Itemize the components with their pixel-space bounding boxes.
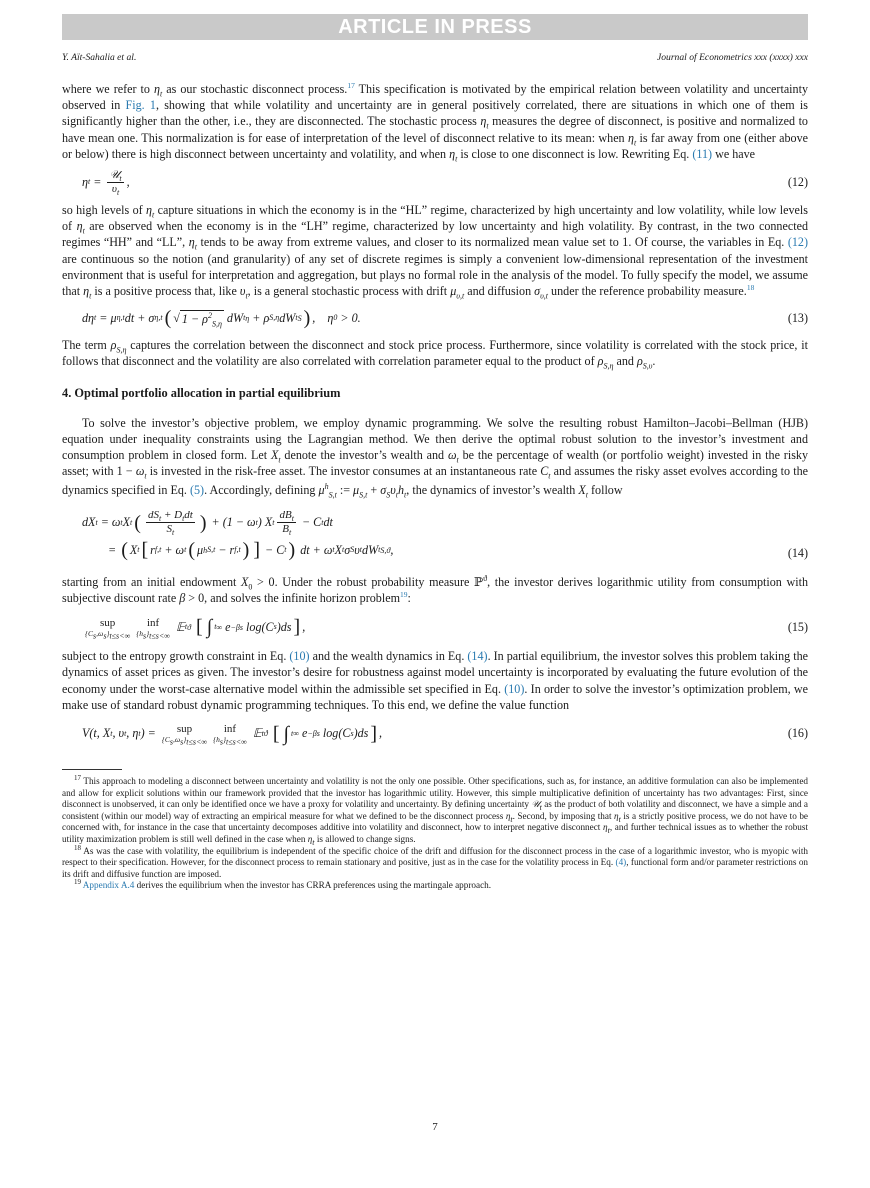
footnote-mark: 18	[74, 843, 81, 852]
footnote-ref-18[interactable]: 18	[746, 283, 755, 292]
eq-link[interactable]: (5)	[189, 483, 205, 498]
page-number: 7	[432, 1121, 438, 1133]
eq-link[interactable]: (4)	[615, 857, 627, 868]
paragraph-correlation: The term $\rho_{S,\eta}$ captures the correlation between the disconnect and stock price process. Furthermore, since volatility is correlated with the stock price, it follows that disconnect and the volatility are also correlated with correlation parameter equal to the product of $\rho_{S,\eta}$ and $\rho_{S,\upsilon}$.	[62, 338, 809, 371]
paragraph-regimes: so high levels of $\eta_t$ capture situations in which the economy is in the “HL” regime, characterized by high uncertainty and low volatility, while low levels of $\eta_t$ are observed when the economy is in the “LH” regime, characterized by low uncertainty and high volatility. By contrast, in the two connected regimes “HH” and “LL”, $\eta_t$ tends to be away from extreme values, and closer to its normalized mean value set to 1. Of course, the variables in Eq. (12) are continuous so the notion (and granularity) of any set of discrete regimes is simply a convenient low-dimensional representation of the investment environment that is useful for interpretation and aggregation, but plays no formal role in the analysis of the model. To fully specify the model, we assume that $\eta_t$ is a positive process that, like $\upsilon_t$, is a general stochastic process with drift $\mu_{\upsilon,t}$ and diffusion $\sigma_{\upsilon,t}$ under the reference probability measure.$^{18}$	[62, 203, 808, 301]
running-head	[62, 52, 808, 63]
equation-15: sup $\{C_s,\omega_s\}_{t\le s<\infty}$ inf $\{h_s\}_{t\le s<\infty}$ 𝔼 t ϑ [ ∫ t ∞ e −βs log(C s )ds ] , (15)	[62, 606, 808, 648]
paragraph-utility: starting from an initial endowment $X_0 > 0$. Under the robust probability measure ℙ$^ϑ$, the investor derives logarithmic utility from consumption with subjective discount rate β > 0, and solves the infinite horizon problem$^{19}$:	[62, 573, 808, 605]
footnote-mark: 19	[74, 878, 81, 887]
equation-number: (12)	[787, 174, 808, 189]
section-heading: 4. Optimal portfolio allocation in partial equilibrium	[62, 385, 341, 400]
eq-link[interactable]: (10)	[504, 681, 525, 696]
footnote-ref-19[interactable]: 19	[399, 589, 408, 599]
equation-number: (13)	[787, 310, 808, 325]
paragraph-hjb: To solve the investor’s objective problem, we employ dynamic programming. We solve the resulting robust Hamilton–Jacobi–Bellman (HJB) equation under inequality constraints using the Lagrangian method. We then derive the optimal robust solution to the investor’s investment and consumption problem in closed form. Let $X_t$ denote the investor’s wealth and $\omega_t$ be the percentage of wealth (or portfolio weight) invested in the risky asset; with $1 - \omega_t$ is invested in the risk-free asset. The investor consumes at an instantaneous rate $C_t$ and assumes the risky asset evolves according to the dynamics specified in Eq. (5). Accordingly, defining $\mu^h_{S,t}$ := $\mu_{S,t} + \sigma_S\upsilon_th_t$, the dynamics of investor’s wealth $X_t$ follow	[62, 415, 808, 500]
eq-link[interactable]: (14)	[467, 649, 488, 664]
footnote-18: $^{18}$ As was the case with volatility, the equilibrium is independent of the specific choice of the drift and diffusion for the disconnect process in the case of a logarithmic investor, who is myopic with respect to their specification. However, for the disconnect process to remain stationary and positive, just as in the case for the volatility process in Eq. (4), functional form and/or parameter restrictions on its drift and diffusive function are imposed.	[62, 843, 809, 879]
equation-13: dη t = μ η,t dt + σ η,t ( √ $1 - \rho^2_{S,\eta}$ dW t η + ρ S,η dW t S ) , η 0 > 0. (13)	[62, 299, 808, 337]
running-head-journal: Journal of Econometrics xxx (xxxx) xxx	[656, 52, 808, 63]
article-body	[62, 81, 808, 892]
footnote-mark: 17	[74, 773, 81, 782]
equation-12: η t = $\frac{𝒰_t}{\upsilon_t}$ , (12)	[62, 162, 808, 202]
footnote-separator	[62, 769, 122, 770]
banner-text: ARTICLE IN PRESS	[338, 15, 532, 38]
eq-link[interactable]: (11)	[692, 146, 713, 161]
eq-link[interactable]: (12)	[787, 235, 808, 250]
figure-link[interactable]: Fig. 1	[125, 98, 156, 113]
footnote-17: $^{17}$ This approach to modeling a disconnect between uncertainty and volatility is not the only one possible. Other specifications, such as, for instance, an additive formulation can also be implemented and allow for explicit solutions within our framework provided that the investor has logarithmic utility. However, this simple multiplicative definition of uncertainty has two advantages: First, since disconnect is unobserved, it can only be identified once we have a proxy for volatility and uncertainty. By defining uncertainty 𝒰$_t$ as the product of both volatility and disconnect, we have a simple and a consistent (within our model) way of extracting an empirical measure for what we defined to be the disconnect process $\eta_t$. Second, by imposing that $\eta_t$ is a strictly positive process, we do not have to be concerned with, for instance in the case that uncertainty decomposes additive into volatility and disconnect, how to interpret negative disconnect $\eta_t$, and further technical issues as to whether the robust utility maximization problem is still well defined in the case when $\eta_t$ is allowed to change signs.	[62, 773, 809, 847]
appendix-link[interactable]: Appendix A.4	[82, 880, 135, 891]
footnote-19: $^{19}$ Appendix A.4 derives the equilibrium when the investor has CRRA preferences using the martingale approach.	[74, 878, 492, 891]
equation-number: (16)	[787, 726, 808, 741]
paragraph-entropy: subject to the entropy growth constraint in Eq. (10) and the wealth dynamics in Eq. (14). In partial equilibrium, the investor solves this problem taking the dynamics of asset prices as given. The investor’s desire for robustness against model uncertainty is incorporated by evaluating the future evolution of the economy under the worst-case alternative model within the admissible set specified in Eq. (10). In order to solve the investor’s optimization problem, we make use of standard robust dynamic programming techniques. To this end, we define the value function	[62, 649, 808, 712]
equation-number: (14)	[787, 545, 808, 560]
equation-14: dX t = ω t X t ( $\frac{dS_t + D_tdt}{S_t}$ ) + (1 − ω t ) X t $\frac{dB_t}{B_t}$ − C t dt = ( X t [ r f,t + ω t ( μ h S,t − r f,t ) ] − C t ) dt + ω t X t σ S υ t dW t S,ϑ , (14)	[62, 499, 808, 571]
footnote-ref-17[interactable]: 17	[347, 80, 355, 90]
paragraph-disconnect-process: where we refer to $\eta_t$ as our stochastic disconnect process.$^{17}$ This specification is motivated by the empirical relation between volatility and uncertainty observed in Fig. 1, showing that while volatility and uncertainty are in general positively correlated, there are situations in which one of them is significantly higher than the other, i.e., they are disconnected. The stochastic process $\eta_t$ measures the degree of disconnect, is positive and normalized to have mean one. This normalization is for ease of interpretation of the level of disconnect relative to its mean: when $\eta_t$ is far away from one (either above or below) there is high disconnect between uncertainty and volatility, and when $\eta_t$ is close to one disconnect is low. Rewriting Eq. (11) we have	[62, 80, 808, 164]
running-head-authors: Y. Aït-Sahalia et al.	[62, 52, 137, 63]
equation-16: V(t, X t , υ t , η t ) = sup $\{C_s,\omega_s\}_{t\le s<\infty}$ inf $\{h_s\}_{t\le s<\infty}$ 𝔼 t ϑ [ ∫ t ∞ e −βs log(C s )ds ] , (16)	[62, 713, 808, 755]
eq-link[interactable]: (10)	[289, 649, 310, 664]
article-in-press-banner	[62, 14, 808, 40]
equation-number: (15)	[787, 619, 808, 634]
